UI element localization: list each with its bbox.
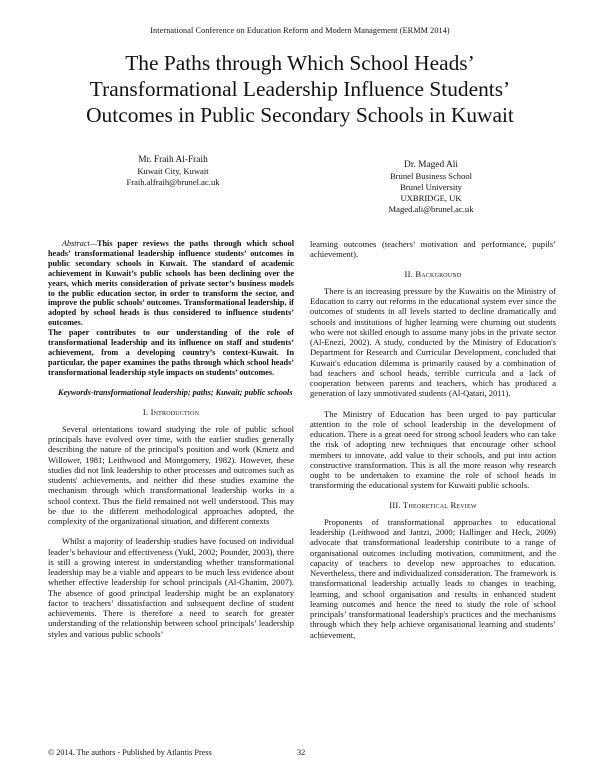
abstract-paragraph-2: The paper contributes to our understanding of the role of transformational leadership and its influence on staff and students’ achievement, from a developing country’s context-Kuwait. In particular, the paper examines the paths through which school heads’ transformational leadership style impacts on students’ outcomes. (48, 328, 294, 377)
abstract-paragraph (48, 239, 294, 328)
author-name: Dr. Maged Ali (404, 160, 458, 170)
title-line: Transformational Leadership Influence Students’ (89, 77, 511, 101)
abstract-text: This paper reviews the paths through which school heads’ transformational leadership influence students’ outcomes in public secondary schools in Kuwait. The standard of academic achievement in Kuwait’s public schools has been declining over the years, which merits consideration of private sector’s business models to the public education sector, in order to transform the sector, and improve the public schools’ outcomes. Transformational leadership, if adopted by school heads is thus considered to influence students’ outcomes. (48, 239, 294, 328)
intro-paragraph-2: Whilst a majority of leadership studies have focused on individual leader’s behaviour and effectiveness (Yukl, 2002; Pounder, 2003), there is still a growing interest in understanding whether transformational leadership may be a viable and appears to be much less evidence about whether effective leadership for school principals (Al-Ghanim, 2007). The absence of good principal leadership might be an explanatory factor to teachers’ dissatisfaction and subsequent decline of student achievements. There is therefore a need to search for greater understanding of the relationship between school principals’ leadership styles and various public schools’ (48, 536, 294, 639)
copyright-notice: © 2014. The authors - Published by Atlantis Press (48, 748, 212, 757)
right-column (310, 239, 556, 640)
author-city: Kuwait City, Kuwait (137, 166, 209, 176)
author-name: Mr. Fraih Al-Fraih (138, 155, 208, 165)
title-line: Outcomes in Public Secondary Schools in Kuwait (86, 103, 514, 127)
intro-paragraph-1: Several orientations toward studying the role of public school principals have evolved over time, with the earlier studies generally describing the nature of the principal's position and work (Kmetz and Willower, 1981; Leithwood and Montgomery, 1982). However, these studies did not link leadership to other processes and outcomes such as students' achievements, and neither did these studies examine the mechanism through which transformational leadership works in a school context. Thus the field remained not well understood. This may be due to the different methodological approaches adopted, the complexity of the organizational situation, and different contexts (48, 423, 294, 527)
title-line: The Paths through Which School Heads’ (125, 51, 475, 75)
left-column (48, 239, 294, 639)
paper-title (40, 50, 560, 128)
continued-paragraph: learning outcomes (teachers’ motivation and performance, pupils’ achievement). (310, 239, 556, 260)
author-location: UXBRIDGE, UK (400, 193, 462, 203)
section-heading-background: II. Background (404, 268, 462, 279)
author-email: Fraih.alfraih@brunel.ac.uk (126, 177, 220, 187)
conference-header: International Conference on Education Reform and Modern Management (ERMM 2014) (150, 26, 450, 35)
section-heading-introduction: I. Introduction (142, 406, 200, 417)
author-school: Brunel Business School (389, 171, 473, 181)
author-block-2 (346, 159, 516, 215)
page-number: 32 (297, 748, 306, 757)
section-heading-theoretical-review: III. Theoretical Review (389, 499, 477, 510)
theory-paragraph-1: Proponents of transformational approaches to educational leadership (Leithwood and Jantzi, 2000; Hallinger and Heck, 2009) advocate that transformational leadership contribute to a range of organisational outcomes including motivation, commitment, and the capacity of teachers to develop new approaches to education. Nevertheless, there and individualized consideration. The framework is transformational leadership actually leads to changes in teaching, learning, and school organisation and results in enhanced student learning outcomes and hence the need to study the role of school principals’ transformational leadership's practices and the mechanisms through which they help achieve organisational learning and students’ achievement, (310, 516, 556, 640)
author-email: Maged.ali@brunel.ac.uk (388, 204, 474, 214)
author-block-1 (88, 154, 258, 188)
background-paragraph-1: There is an increasing pressure by the Kuwaitis on the Ministry of Education to carry out reforms in the educational system ever since the outcomes of students in all levels started to decline dramatically and schools and institutions of higher learning were churning out students who were not skilled enough to assume many jobs in the private sector (Al-Enezi, 2002). A study, conducted by the Ministry of Education's Department for Research and Curricular Development, concluded that Kuwait's education dilemma is primarily caused by a combination of bad teachers and school heads, terrible curricula and a lack of cooperation between parents and teachers, which has produced a generation of lazy unmotivated students (Al-Qatari, 2011). (310, 285, 556, 399)
author-university: Brunel University (400, 182, 462, 192)
background-paragraph-2: The Ministry of Education has been urged to pay particular attention to the role of school leadership in the development of education. There is a great need for strong school leaders who can take the risk of adopting new techniques that encourage other school members to innovate, add value to their schools, and put into action constructive transformation. This is all the more reason why research ought to be undertaken to examine the role of school heads in transforming the educational system for Kuwaiti public schools. (310, 408, 556, 491)
abstract-lead: Abstract— (62, 239, 98, 248)
keywords: Keywords-transformational leadership; paths; Kuwait; public schools (58, 387, 293, 397)
